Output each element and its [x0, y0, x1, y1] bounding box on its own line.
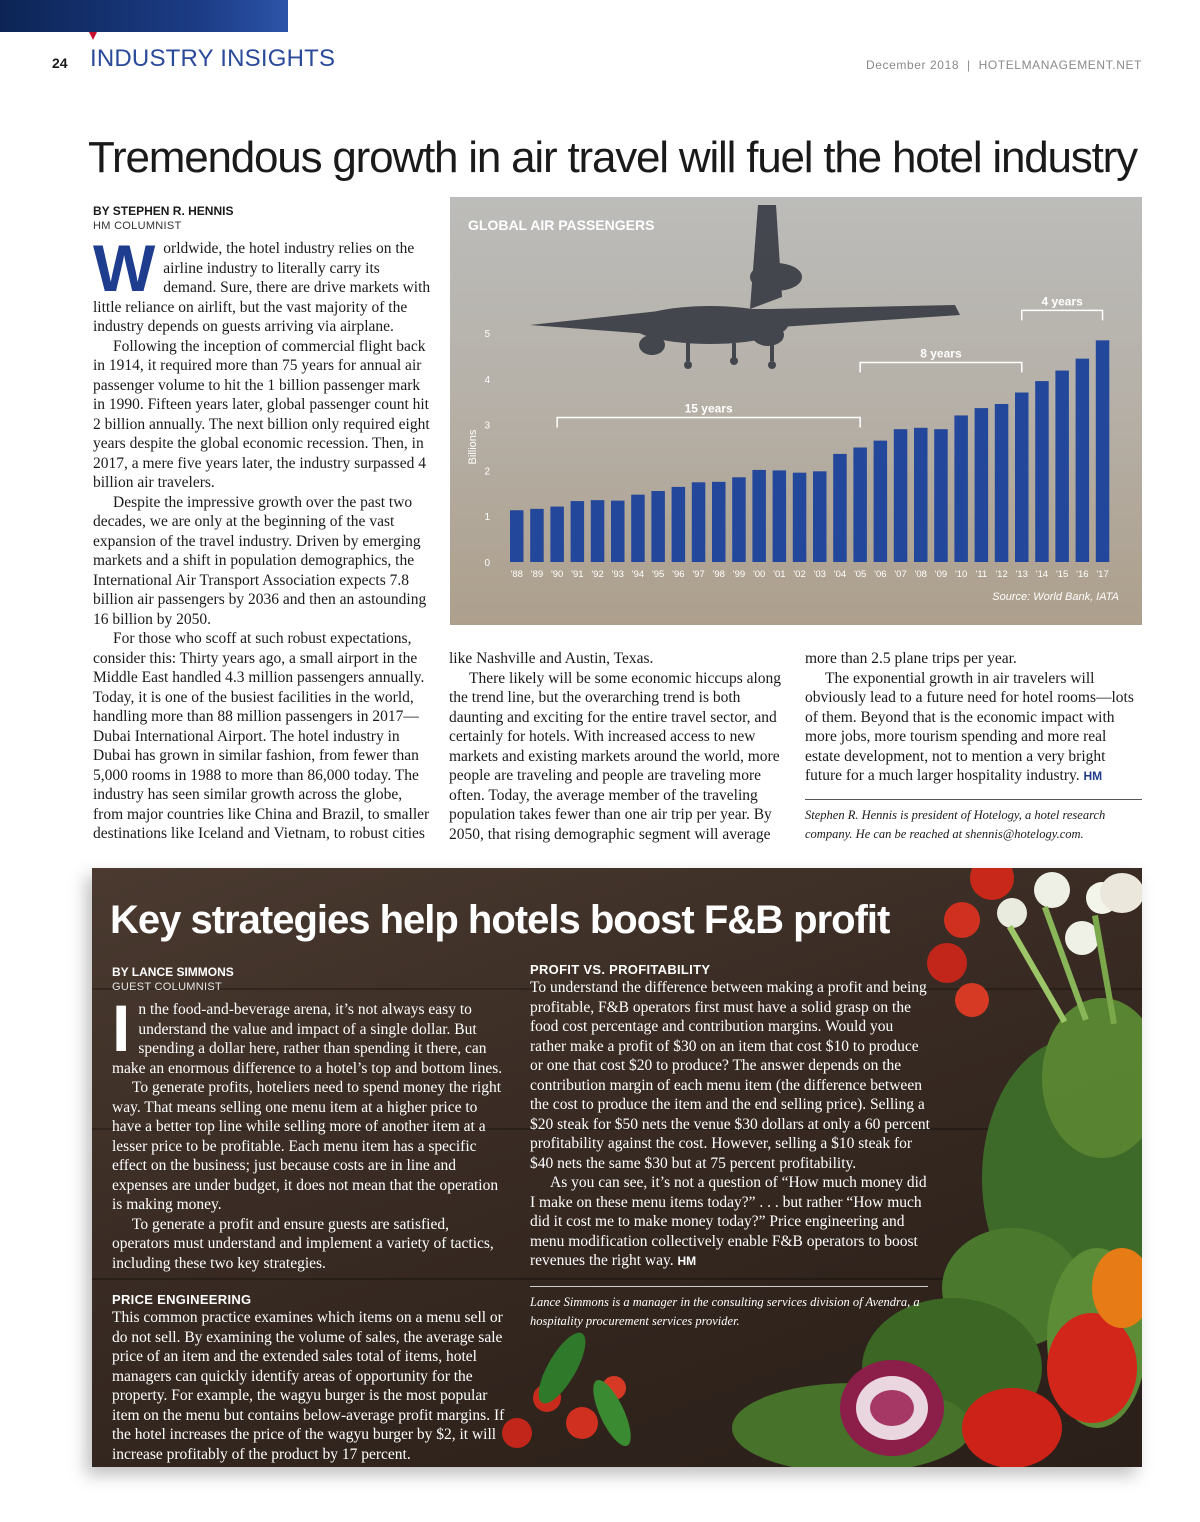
paragraph: The exponential growth in air travelers will obviously lead to a future need for hotel rooms—lots of them. Beyond that is the economic impact with more jobs, more tourism spending and more real estate development, not to mention a very bright future for a much larger hospitality industry.	[805, 669, 1134, 784]
x-tick-label: '93	[611, 569, 624, 580]
x-tick-label: '06	[874, 569, 887, 580]
bar	[793, 473, 807, 562]
bar	[672, 487, 686, 562]
x-tick-label: '16	[1076, 569, 1089, 580]
x-tick-label: '03	[813, 569, 826, 580]
annotation-bracket	[1022, 310, 1103, 320]
chart-canvas	[450, 197, 1142, 625]
article-column-1	[93, 231, 433, 844]
bar	[1015, 393, 1029, 562]
bar	[995, 404, 1009, 562]
paragraph: To generate profits, hoteliers need to spend money the right way. That means selling one menu item at a higher price to have a better top line while selling more of another item at a lesser price to be profitable. Each menu item has a specific effect on the business; just because costs are in line and expenses are under budget, it does not mean that the operation is making money.	[112, 1079, 502, 1213]
x-tick-label: '98	[712, 569, 725, 580]
paragraph: To understand the difference between making a profit and being profitable, F&B operators first must have a solid grasp on the food cost percentage and contribution margins. Would you rather make a profit of $30 on an item that cost $10 to produce or one that cost $20 to produce? The answer depends on the contribution margin of each menu item (the difference between the cost to produce the item and the end selling price). Selling a $20 steak for $50 nets the venue $30 dollars at only a 60 percent profitability against the cost. However, selling a $10 steak for $40 nets the same $30 but at 75 percent profitability.	[530, 979, 930, 1172]
bar	[530, 509, 544, 562]
paragraph: orldwide, the hotel industry relies on the airline industry to literally carry its demand. Sure, there are drive markets with little reliance on airlift, but the vast majority of the industry depends on guests arriving via airplane.	[93, 240, 431, 335]
end-mark: HM	[1083, 769, 1103, 783]
bar	[752, 470, 766, 562]
y-tick-label: 3	[484, 420, 490, 432]
bar	[651, 491, 665, 562]
bio-divider	[805, 799, 1142, 800]
paragraph: This common practice examines which items on a menu sell or do not sell. By examining the volume of sales, the average sale price of an item and the extended sales total of items, hotel managers can quickly identify areas of opportunity for the property. For example, the wagyu burger is the most popular item on the menu but contains below-average profit margins. If the hotel increases the price of the wagyu burger by $2, it will increase profitably of the product by 17 percent.	[112, 1309, 505, 1463]
fb-bio-divider	[530, 1286, 928, 1287]
x-tick-label: '91	[571, 569, 584, 580]
bar	[894, 429, 908, 562]
fb-byline: BY LANCE SIMMONS	[112, 965, 234, 979]
paragraph: As you can see, it’s not a question of “How much money did I make on these menu items today?” . . . but rather “How much did it cost me to make money today?” Price engineering and menu modification collectively enable F&B operators to boost revenues the right way.	[530, 1174, 927, 1269]
bar	[631, 495, 645, 562]
article-column-2	[449, 649, 784, 844]
y-tick-label: 1	[484, 512, 490, 524]
x-tick-label: '10	[954, 569, 968, 580]
x-tick-label: '94	[631, 569, 645, 580]
author-bio: Stephen R. Hennis is president of Hotelogy, a hotel research company. He can be reached at shennis@hotelogy.com.	[805, 808, 1106, 841]
bar	[1055, 371, 1069, 562]
section-title: INDUSTRY INSIGHTS	[90, 45, 336, 72]
paragraph: For those who scoff at such robust expectations, consider this: Thirty years ago, a small airport in the Middle East handled 4.3 million passengers annually. Today, it is one of the busiest facilities in the world, handling more than 88 million passengers in 2017—Dubai International Airport. The hotel industry in Dubai has grown in similar fashion, from fewer than 5,000 rooms in 1988 to more than 86,000 today. The industry has seen similar growth across the globe, from major countries like China and Brazil, to smaller destinations like Iceland and Vietnam, to robust cities	[93, 630, 430, 842]
chart-source: Source: World Bank, IATA	[992, 591, 1119, 603]
bar	[591, 500, 605, 562]
fb-column-1	[112, 991, 510, 1464]
x-tick-label: '07	[894, 569, 907, 580]
bar	[954, 415, 968, 562]
y-tick-label: 5	[484, 329, 490, 340]
fb-role: GUEST COLUMNIST	[112, 981, 223, 993]
fb-author-bio: Lance Simmons is a manager in the consulting services division of Avendra, a hospitality procurement services provider.	[530, 1295, 920, 1328]
fb-column-2	[530, 961, 930, 1272]
bar	[1096, 340, 1110, 562]
x-tick-label: '97	[692, 569, 705, 580]
x-tick-label: '14	[1035, 569, 1049, 580]
paragraph: more than 2.5 plane trips per year.	[805, 650, 1017, 667]
y-tick-label: 0	[484, 558, 490, 569]
paragraph: Following the inception of commercial flight back in 1914, it required more than 75 years for annual air passenger volume to hit the 1 billion passenger mark in 1990. Fifteen years later, global passenger count hit 2 billion annually. The next billion only required eight years despite the global economic recession. Then, in 2017, a mere five years later, the industry surpassed 4 billion air travelers.	[93, 337, 430, 491]
x-tick-label: '13	[1015, 569, 1028, 580]
chart-title: GLOBAL AIR PASSENGERS	[468, 217, 655, 233]
paragraph: There likely will be some economic hiccups along the trend line, but the overarching trend is both daunting and exciting for the entire travel sector, and certainly for hotels. With increased access to new markets and existing markets around the world, more people are traveling and people are traveling more often. Today, the average member of the traveling population takes fewer than one air trip per year. By 2050, that rising demographic segment will average	[449, 669, 782, 843]
issue-info: December 2018 | HOTELMANAGEMENT.NET	[865, 58, 1142, 72]
annotation-label: 8 years	[920, 346, 962, 361]
bar	[732, 477, 746, 562]
bar	[813, 471, 827, 562]
end-mark: HM	[677, 1254, 697, 1268]
bar	[611, 501, 625, 562]
bar	[934, 429, 948, 562]
subhead-price-engineering: PRICE ENGINEERING	[112, 1292, 252, 1307]
x-tick-label: '09	[934, 569, 948, 580]
bar	[692, 482, 706, 562]
annotation-label: 4 years	[1041, 294, 1083, 309]
article-byline: BY STEPHEN R. HENNIS	[93, 204, 234, 218]
x-tick-label: '89	[530, 569, 544, 580]
bar	[571, 501, 585, 562]
y-axis-label: Billions	[467, 429, 479, 465]
x-tick-label: '96	[672, 569, 685, 580]
bar	[510, 510, 524, 562]
annotation-bracket	[860, 363, 1022, 373]
paragraph: like Nashville and Austin, Texas.	[449, 650, 654, 667]
annotation-bracket	[557, 418, 860, 428]
y-tick-label: 2	[484, 466, 490, 478]
article-column-3	[805, 649, 1142, 787]
x-tick-label: '99	[732, 569, 746, 580]
x-tick-label: '95	[651, 569, 665, 580]
x-tick-label: '08	[914, 569, 927, 580]
subhead-profit-vs-profitability: PROFIT VS. PROFITABILITY	[530, 962, 711, 977]
bar	[1076, 359, 1090, 562]
bar	[773, 470, 787, 562]
bar	[833, 454, 847, 562]
bar	[874, 441, 888, 562]
x-tick-label: '90	[550, 569, 564, 580]
x-tick-label: '11	[975, 569, 988, 580]
x-tick-label: '04	[833, 569, 847, 580]
fb-drop-cap: I	[112, 991, 131, 1065]
x-tick-label: '92	[591, 569, 604, 580]
bar	[975, 408, 989, 562]
x-tick-label: '01	[773, 569, 786, 580]
bar	[853, 448, 867, 563]
y-tick-label: 4	[484, 374, 490, 386]
annotation-label: 15 years	[684, 401, 733, 416]
bar	[550, 507, 564, 562]
x-tick-label: '05	[853, 569, 867, 580]
header-marker	[89, 32, 97, 40]
paragraph: To generate a profit and ensure guests are satisfied, operators must understand and implement a variety of tactics, including these two key strategies.	[112, 1215, 494, 1272]
bar	[1035, 381, 1049, 562]
paragraph: n the food-and-beverage arena, it’s not always easy to understand the value and impact of a single dollar. But spending a dollar here, rather than spending it there, can make an enormous difference to a hotel’s top and bottom lines.	[112, 1001, 503, 1077]
bar	[914, 428, 928, 562]
x-tick-label: '17	[1096, 569, 1109, 580]
bar	[712, 482, 726, 562]
page-number: 24	[52, 55, 68, 71]
header-color-bar	[0, 0, 288, 32]
paragraph: Despite the impressive growth over the past two decades, we are only at the beginning of the vast expansion of the travel industry. Driven by emerging markets and a shift in population demographics, the International Air Transport Association expects 7.8 billion air passengers by 2036 and then an astounding 16 billion by 2050.	[93, 493, 427, 628]
drop-cap: W	[93, 231, 156, 305]
article-headline: Tremendous growth in air travel will fuel the hotel industry	[88, 133, 1137, 182]
x-tick-label: '88	[510, 569, 523, 580]
x-tick-label: '15	[1055, 569, 1069, 580]
fb-headline: Key strategies help hotels boost F&B profit	[110, 898, 890, 942]
x-tick-label: '02	[793, 569, 806, 580]
article-role: HM COLUMNIST	[93, 220, 182, 232]
x-tick-label: '12	[995, 569, 1008, 580]
x-tick-label: '00	[752, 569, 766, 580]
air-passengers-chart	[450, 197, 1142, 625]
